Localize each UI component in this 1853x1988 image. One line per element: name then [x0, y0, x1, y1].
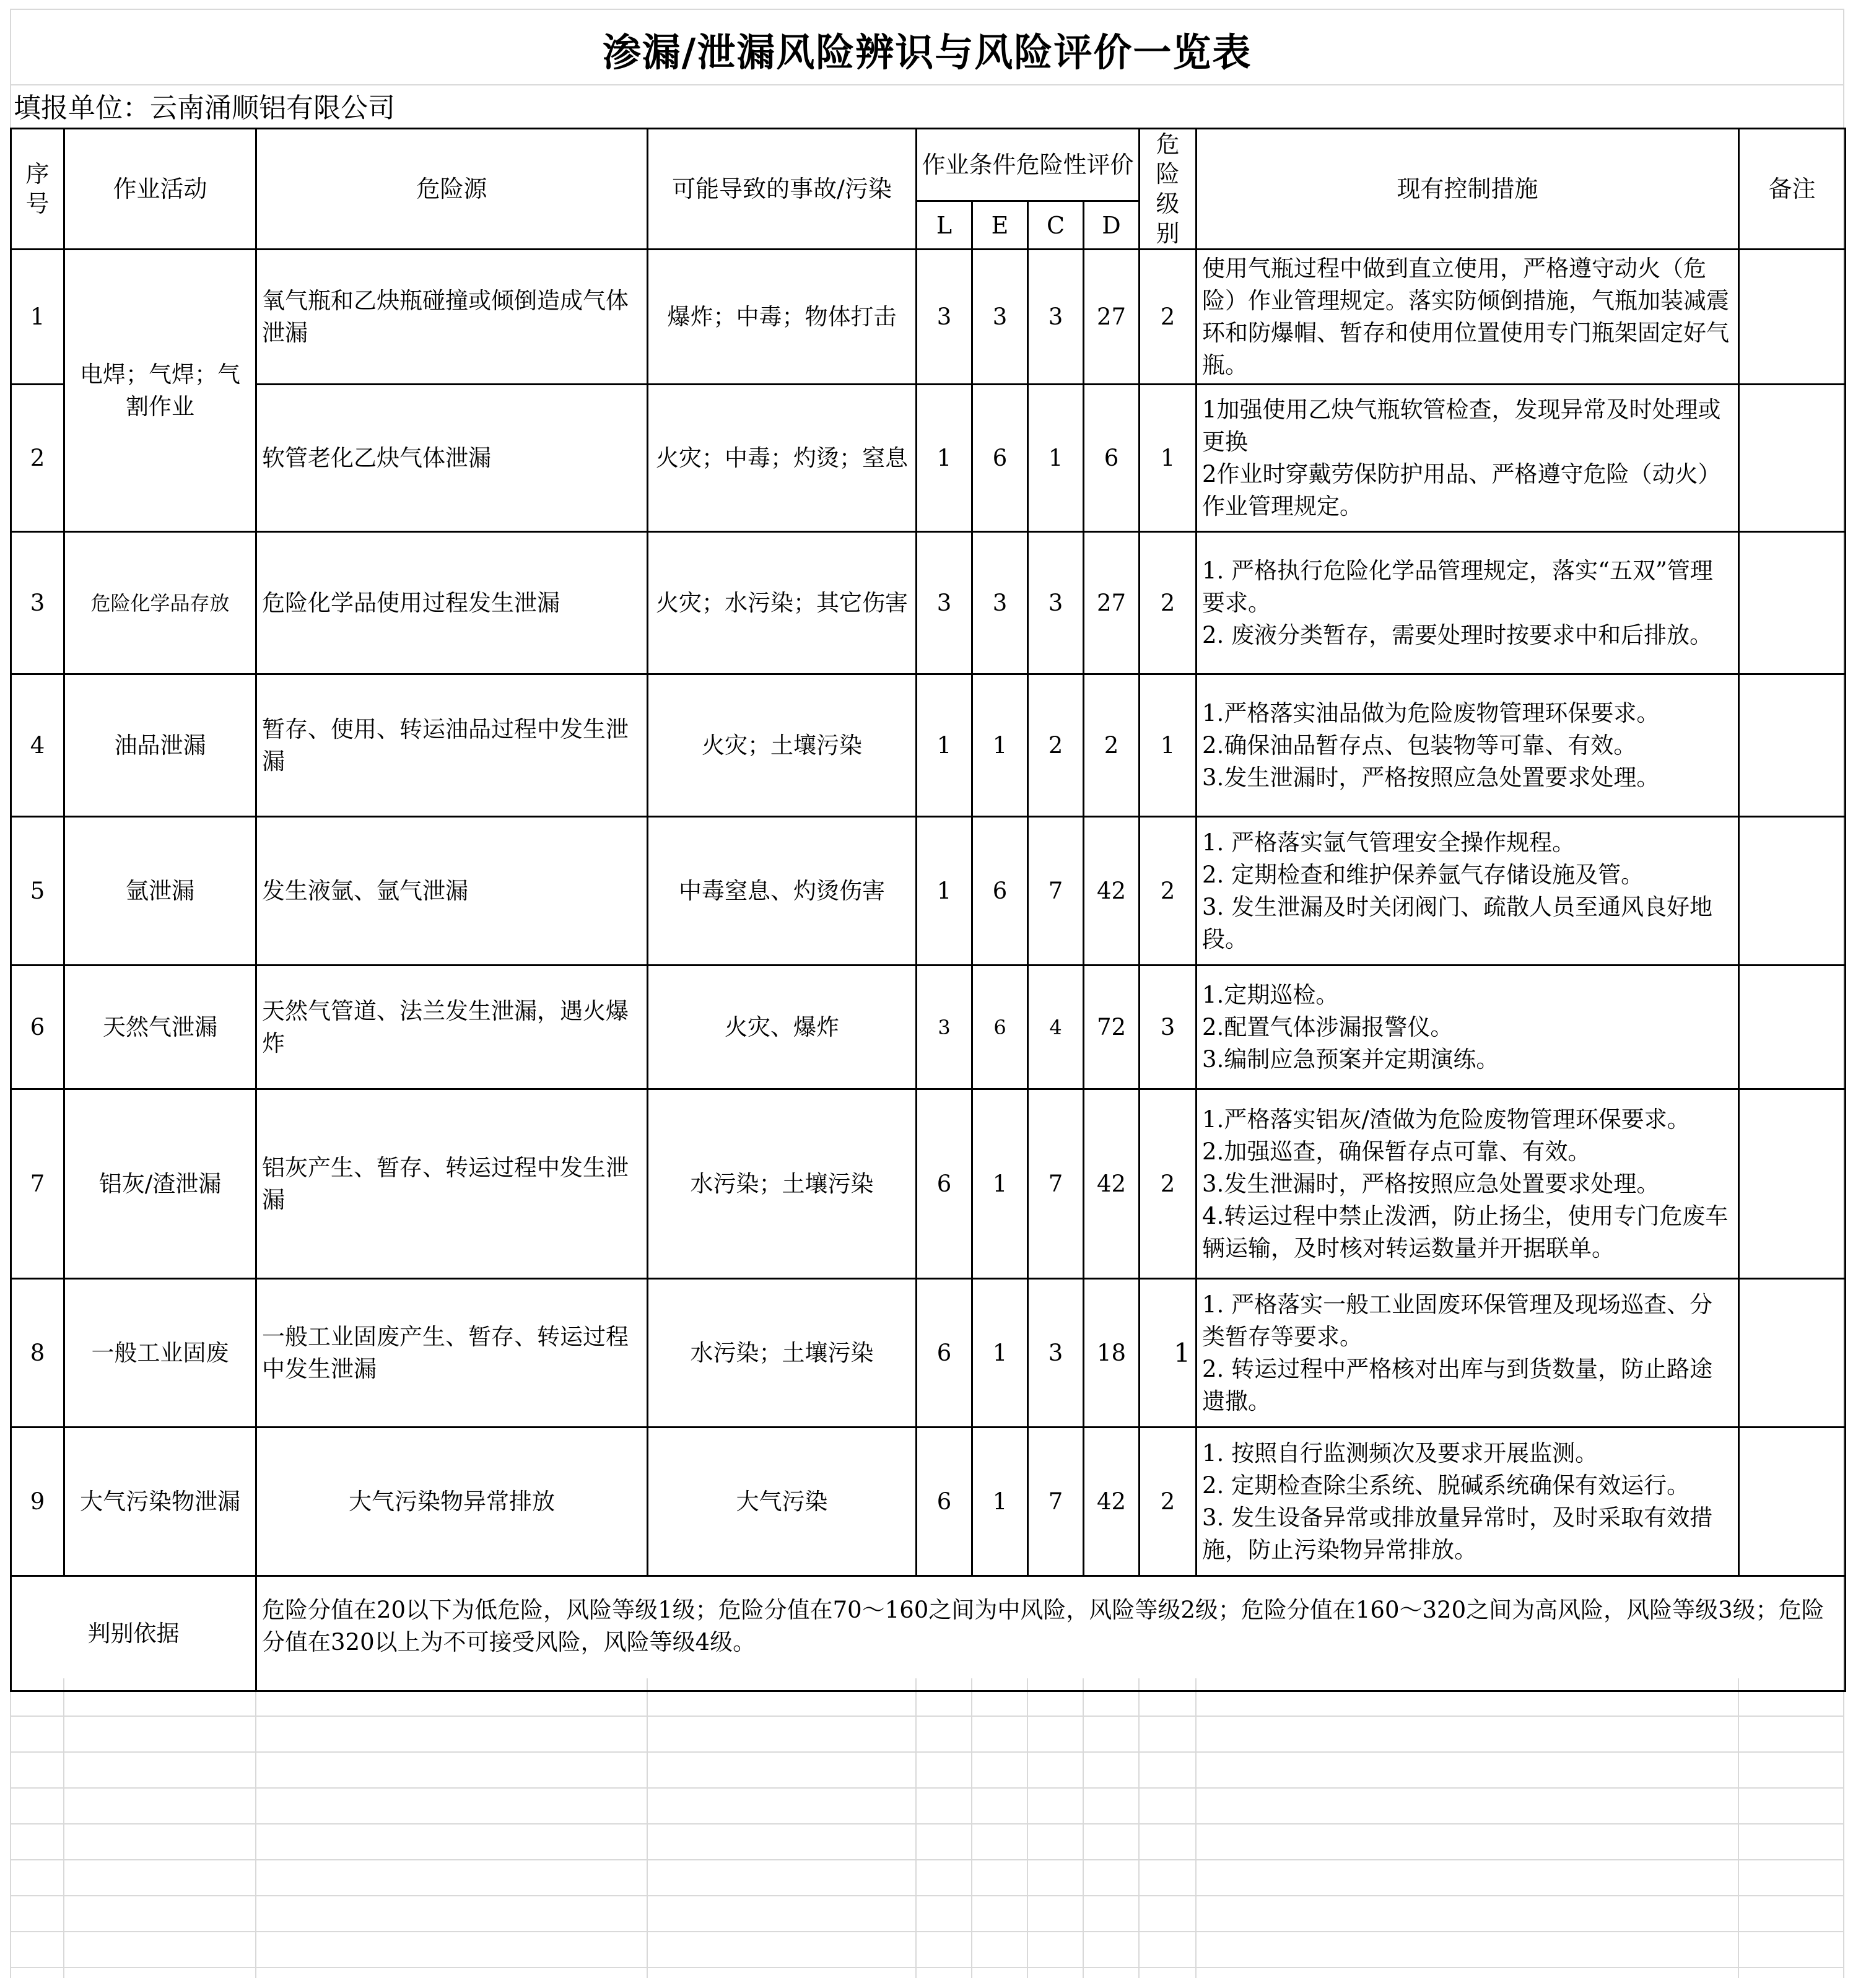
criteria-row — [11, 1576, 1846, 1691]
cell-c: 7 — [1028, 1089, 1084, 1279]
page-title: 渗漏/泄漏风险辨识与风险评价一览表 — [602, 29, 1252, 75]
cell-c: 3 — [1028, 532, 1084, 674]
cell-remark — [1739, 532, 1846, 674]
cell-remark — [1739, 1428, 1846, 1576]
grid-line — [10, 1895, 1844, 1896]
cell-c: 4 — [1028, 966, 1084, 1089]
header-accident: 可能导致的事故/污染 — [648, 129, 917, 250]
cell-accident: 火灾、爆炸 — [648, 966, 917, 1089]
cell-e: 6 — [972, 817, 1028, 966]
table-row — [11, 674, 1846, 817]
cell-d: 18 — [1084, 1279, 1140, 1428]
grid-line — [10, 1751, 1844, 1753]
header-activity: 作业活动 — [64, 129, 256, 250]
cell-hazard: 发生液氩、氩气泄漏 — [256, 817, 648, 966]
cell-activity: 一般工业固废 — [64, 1279, 256, 1428]
grid-line — [647, 1678, 648, 1978]
cell-c: 3 — [1028, 1279, 1084, 1428]
grid-line — [1738, 1678, 1739, 1978]
cell-seq: 6 — [11, 966, 64, 1089]
cell-e: 1 — [972, 674, 1028, 817]
cell-e: 1 — [972, 1089, 1028, 1279]
cell-accident: 水污染；土壤污染 — [648, 1089, 917, 1279]
cell-accident: 中毒窒息、灼烫伤害 — [648, 817, 917, 966]
cell-level: 1 — [1140, 674, 1197, 817]
cell-measures: 1. 严格执行危险化学品管理规定，落实“五双”管理要求。 2. 废液分类暂存，需要处理时按要求中和后排放。 — [1197, 532, 1739, 674]
cell-measures: 1. 严格落实一般工业固废环保管理及现场巡查、分类暂存等要求。 2. 转运过程中严格核对出库与到货数量，防止路途遗撒。 — [1197, 1279, 1739, 1428]
header-row — [11, 129, 1846, 201]
cell-hazard: 氧气瓶和乙炔瓶碰撞或倾倒造成气体泄漏 — [256, 250, 648, 385]
cell-accident: 火灾；水污染；其它伤害 — [648, 532, 917, 674]
grid-line — [10, 1859, 1844, 1860]
header-level: 危险级别 — [1140, 129, 1197, 250]
cell-level: 2 — [1140, 532, 1197, 674]
cell-e: 6 — [972, 385, 1028, 532]
cell-l: 6 — [917, 1428, 972, 1576]
table-row — [11, 385, 1846, 532]
cell-hazard: 大气污染物异常排放 — [256, 1428, 648, 1576]
table-row — [11, 1428, 1846, 1576]
cell-seq: 2 — [11, 385, 64, 532]
header-seq: 序号 — [11, 129, 64, 250]
cell-level: 2 — [1140, 1089, 1197, 1279]
cell-e: 6 — [972, 966, 1028, 1089]
reporting-unit: 填报单位：云南涌顺铝有限公司 — [14, 92, 395, 124]
cell-remark — [1739, 817, 1846, 966]
cell-d: 42 — [1084, 1428, 1140, 1576]
cell-level: 2 — [1140, 817, 1197, 966]
grid-line — [10, 1716, 1844, 1717]
header-c: C — [1028, 201, 1084, 250]
grid-line — [1027, 1678, 1028, 1978]
cell-remark — [1739, 250, 1846, 385]
header-d: D — [1084, 201, 1140, 250]
cell-activity: 危险化学品存放 — [64, 532, 256, 674]
cell-measures: 使用气瓶过程中做到直立使用，严格遵守动火（危险）作业管理规定。落实防倾倒措施，气瓶加装减震环和防爆帽、暂存和使用位置使用专门瓶架固定好气瓶。 — [1197, 250, 1739, 385]
grid-line — [10, 1787, 1844, 1789]
cell-seq: 9 — [11, 1428, 64, 1576]
cell-level: 2 — [1140, 250, 1197, 385]
cell-activity: 氩泄漏 — [64, 817, 256, 966]
cell-l: 3 — [917, 532, 972, 674]
cell-activity: 天然气泄漏 — [64, 966, 256, 1089]
cell-l: 1 — [917, 817, 972, 966]
header-eval-group: 作业条件危险性评价 — [917, 129, 1140, 201]
cell-e: 3 — [972, 532, 1028, 674]
cell-seq: 3 — [11, 532, 64, 674]
cell-activity: 油品泄漏 — [64, 674, 256, 817]
cell-activity: 铝灰/渣泄漏 — [64, 1089, 256, 1279]
cell-measures: 1加强使用乙炔气瓶软管检查，发现异常及时处理或更换 2作业时穿戴劳保防护用品、严格遵守危险（动火）作业管理规定。 — [1197, 385, 1739, 532]
cell-hazard: 软管老化乙炔气体泄漏 — [256, 385, 648, 532]
header-hazard: 危险源 — [256, 129, 648, 250]
cell-c: 3 — [1028, 250, 1084, 385]
cell-seq: 7 — [11, 1089, 64, 1279]
cell-seq: 1 — [11, 250, 64, 385]
cell-hazard: 暂存、使用、转运油品过程中发生泄漏 — [256, 674, 648, 817]
cell-accident: 水污染；土壤污染 — [648, 1279, 917, 1428]
cell-c: 1 — [1028, 385, 1084, 532]
grid-line — [255, 1678, 256, 1978]
cell-measures: 1.定期巡检。 2.配置气体涉漏报警仪。 3.编制应急预案并定期演练。 — [1197, 966, 1739, 1089]
cell-d: 42 — [1084, 817, 1140, 966]
cell-activity: 大气污染物泄漏 — [64, 1428, 256, 1576]
cell-l: 1 — [917, 674, 972, 817]
cell-hazard: 铝灰产生、暂存、转运过程中发生泄漏 — [256, 1089, 648, 1279]
header-remark: 备注 — [1739, 129, 1846, 250]
grid-line — [915, 1678, 917, 1978]
cell-accident: 大气污染 — [648, 1428, 917, 1576]
grid-line — [10, 1967, 1844, 1968]
cell-remark — [1739, 385, 1846, 532]
header-measures: 现有控制措施 — [1197, 129, 1739, 250]
cell-remark — [1739, 1279, 1846, 1428]
grid-line — [1083, 1678, 1084, 1978]
grid-line — [10, 9, 1844, 10]
table-row — [11, 250, 1846, 385]
cell-l: 1 — [917, 385, 972, 532]
cell-l: 3 — [917, 966, 972, 1089]
cell-accident: 火灾；土壤污染 — [648, 674, 917, 817]
criteria-text: 危险分值在20以下为低危险，风险等级1级；危险分值在70～160之间为中风险，风险等级2级；危险分值在160～320之间为高风险，风险等级3级；危险分值在320以上为不可接受风险，风险等级4级。 — [256, 1576, 1846, 1691]
cell-c: 7 — [1028, 1428, 1084, 1576]
cell-d: 6 — [1084, 385, 1140, 532]
cell-l: 6 — [917, 1279, 972, 1428]
cell-d: 72 — [1084, 966, 1140, 1089]
cell-accident: 火灾；中毒；灼烫；窒息 — [648, 385, 917, 532]
risk-table — [10, 128, 1846, 1692]
cell-activity: 电焊；气焊；气割作业 — [64, 250, 256, 532]
cell-d: 27 — [1084, 250, 1140, 385]
cell-d: 2 — [1084, 674, 1140, 817]
cell-l: 6 — [917, 1089, 972, 1279]
cell-c: 7 — [1028, 817, 1084, 966]
table-row — [11, 817, 1846, 966]
cell-seq: 5 — [11, 817, 64, 966]
cell-level: 2 — [1140, 1428, 1197, 1576]
cell-l: 3 — [917, 250, 972, 385]
table-row — [11, 1089, 1846, 1279]
cell-accident: 爆炸；中毒；物体打击 — [648, 250, 917, 385]
cell-hazard: 危险化学品使用过程发生泄漏 — [256, 532, 648, 674]
cell-measures: 1. 严格落实氩气管理安全操作规程。 2. 定期检查和维护保养氩气存储设施及管。 3. 发生泄漏及时关闭阀门、疏散人员至通风良好地段。 — [1197, 817, 1739, 966]
cell-e: 3 — [972, 250, 1028, 385]
cell-e: 1 — [972, 1428, 1028, 1576]
cell-hazard: 一般工业固废产生、暂存、转运过程中发生泄漏 — [256, 1279, 648, 1428]
cell-d: 42 — [1084, 1089, 1140, 1279]
cell-level: 1 — [1140, 1279, 1197, 1428]
cell-remark — [1739, 966, 1846, 1089]
grid-line — [10, 1931, 1844, 1932]
grid-line — [10, 1823, 1844, 1825]
table-row — [11, 966, 1846, 1089]
cell-seq: 4 — [11, 674, 64, 817]
cell-measures: 1.严格落实油品做为危险废物管理环保要求。 2.确保油品暂存点、包装物等可靠、有效。 3.发生泄漏时，严格按照应急处置要求处理。 — [1197, 674, 1739, 817]
cell-level: 3 — [1140, 966, 1197, 1089]
cell-hazard: 天然气管道、法兰发生泄漏，遇火爆炸 — [256, 966, 648, 1089]
grid-line — [63, 1678, 64, 1978]
header-e: E — [972, 201, 1028, 250]
criteria-label: 判别依据 — [11, 1576, 256, 1691]
cell-seq: 8 — [11, 1279, 64, 1428]
cell-remark — [1739, 674, 1846, 817]
table-row — [11, 1279, 1846, 1428]
grid-line — [1138, 1678, 1140, 1978]
header-l: L — [917, 201, 972, 250]
cell-d: 27 — [1084, 532, 1140, 674]
table-row — [11, 532, 1846, 674]
cell-e: 1 — [972, 1279, 1028, 1428]
cell-level: 1 — [1140, 385, 1197, 532]
grid-line — [971, 1678, 972, 1978]
cell-remark — [1739, 1089, 1846, 1279]
cell-c: 2 — [1028, 674, 1084, 817]
grid-line — [1195, 1678, 1197, 1978]
cell-measures: 1.严格落实铝灰/渣做为危险废物管理环保要求。 2.加强巡查，确保暂存点可靠、有效。 3.发生泄漏时，严格按照应急处置要求处理。 4.转运过程中禁止泼洒，防止扬尘，使用专门危废车辆运输，及时核对转运数量并开据联单。 — [1197, 1089, 1739, 1279]
cell-measures: 1. 按照自行监测频次及要求开展监测。 2. 定期检查除尘系统、脱碱系统确保有效运行。 3. 发生设备异常或排放量异常时，及时采取有效措施，防止污染物异常排放。 — [1197, 1428, 1739, 1576]
